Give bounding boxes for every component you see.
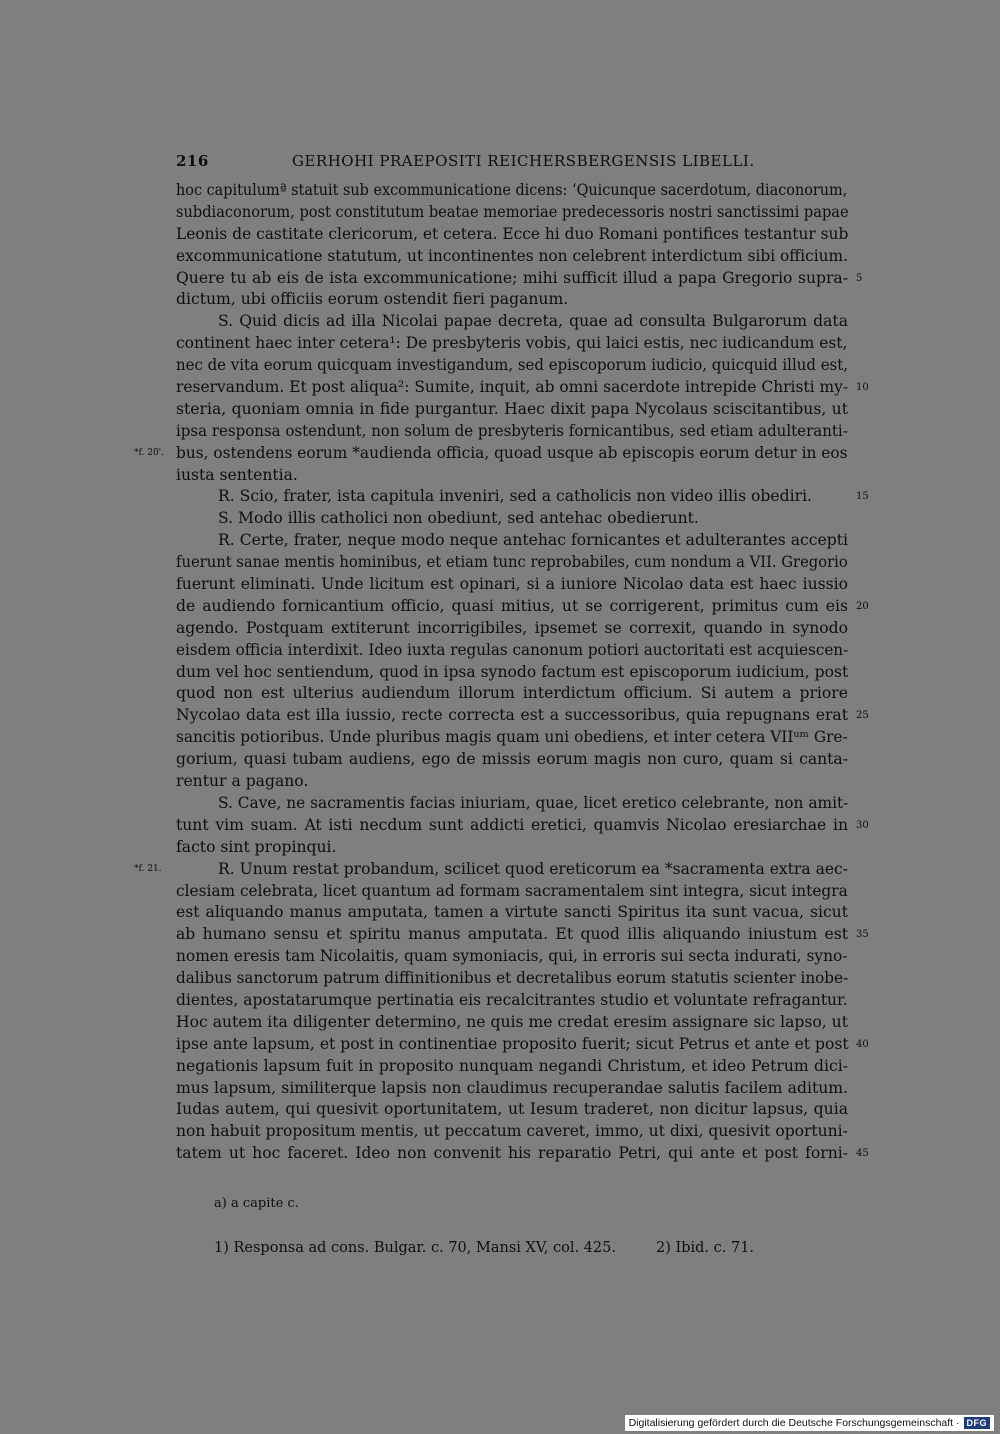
line-text: continent haec inter cetera¹: De presbyteris vobis, qui laici estis, nec iudicandum est, — [176, 334, 848, 353]
line-text: R. Scio, frater, ista capitula inveniri, sed a catholicis non video illis obediri. — [218, 487, 813, 506]
text-line — [176, 1099, 848, 1121]
line-text: ab humano sensu et spiritu manus amputata. Et quod illis aliquando iniustum est — [176, 925, 848, 944]
text-line — [176, 683, 848, 705]
line-text: R. Certe, frater, neque modo neque antehac fornicantes et adulterantes accepti — [218, 531, 848, 550]
digitization-credit — [625, 1415, 994, 1431]
text-line — [176, 399, 848, 421]
text-line — [176, 508, 848, 530]
line-number: 5 — [856, 272, 863, 284]
text-line — [176, 1012, 848, 1034]
line-text: negationis lapsum fuit in proposito nunquam negandi Christum, et ideo Petrum dici- — [176, 1056, 848, 1075]
folio-marker: *f. 21. — [134, 863, 162, 874]
line-text: fuerunt eliminati. Unde licitum est opinari, si a iuniore Nicolao data est haec iussio — [176, 575, 848, 594]
text-line — [176, 727, 848, 749]
text-line — [176, 618, 848, 640]
line-text: quod non est ulterius audiendum illorum interdictum officium. Si autem a priore — [176, 684, 848, 703]
text-line — [176, 355, 848, 377]
line-text: sancitis potioribus. Unde pluribus magis quam uni obediens, et inter cetera VIIᵘᵐ Gre- — [176, 728, 848, 747]
source-footnotes — [214, 1240, 754, 1256]
line-text: dictum, ubi officiis eorum ostendit fieri paganum. — [176, 290, 569, 309]
text-line — [176, 202, 848, 224]
text-line — [176, 924, 869, 946]
line-text: nec de vita eorum quicquam investigandum, sed episcoporum iudicio, quicquid illud est, — [176, 356, 848, 375]
line-text: dum vel hoc sentiendum, quod in ipsa synodo factum est episcoporum iudicium, post — [176, 662, 849, 681]
line-text: de audiendo fornicantium officio, quasi mitius, ut se corrigerent, primitus cum eis — [176, 596, 848, 615]
text-line — [176, 180, 848, 202]
text-line — [176, 640, 848, 662]
line-text: R. Unum restat probandum, scilicet quod ereticorum ea *sacramenta extra aec- — [218, 859, 849, 878]
text-line — [176, 793, 848, 815]
line-text: facto sint propinqui. — [176, 837, 337, 856]
source-footnote-1: 1) Responsa ad cons. Bulgar. c. 70, Mansi XV, col. 425. — [214, 1240, 616, 1256]
line-text: Hoc autem ita diligenter determino, ne quis me credat eresim assignare sic lapso, ut — [176, 1012, 848, 1031]
text-line — [176, 990, 848, 1012]
line-text: non habuit propositum mentis, ut peccatum caveret, immo, ut dixi, quesivit oportuni- — [176, 1122, 848, 1141]
line-number: 45 — [856, 1148, 869, 1160]
line-text: ipsa responsa ostendunt, non solum de presbyteris fornicantibus, sed etiam adulteranti- — [176, 421, 848, 440]
line-text: iusta sententia. — [176, 465, 298, 484]
line-text: est aliquando manus amputata, tamen a virtute sancti Spiritus ita sunt vacua, sicut — [176, 903, 848, 922]
line-text: eisdem officia interdixit. Ideo iuxta regulas canonum potiori auctoritati est acquiescen- — [176, 640, 849, 659]
running-title: GERHOHI PRAEPOSITI REICHERSBERGENSIS LIBELLI. — [292, 152, 755, 170]
credit-text: Digitalisierung gefördert durch die Deutsche Forschungsgemeinschaft · — [628, 1417, 960, 1429]
line-number: 40 — [856, 1038, 869, 1050]
line-text: nomen eresis tam Nicolaitis, quam symoniacis, qui, in erroris sui secta indurati, syno- — [176, 947, 848, 966]
text-line — [134, 443, 848, 465]
text-line — [176, 771, 848, 793]
line-text: S. Modo illis catholici non obediunt, sed antehac obedierunt. — [218, 509, 699, 528]
text-line — [176, 662, 848, 684]
source-footnote-2: 2) Ibid. c. 71. — [655, 1240, 755, 1256]
text-line — [176, 246, 848, 268]
text-line — [176, 1143, 869, 1165]
text-line — [176, 268, 863, 290]
line-text: Nycolao data est illa iussio, recte correcta est a successoribus, quia repugnans erat — [176, 706, 848, 725]
line-text: clesiam celebrata, licet quantum ad formam sacramentalem sint integra, sicut integra — [176, 881, 848, 900]
text-line — [176, 1034, 869, 1056]
line-text: gorium, quasi tubam audiens, ego de missis eorum magis non curo, quam si canta- — [176, 750, 848, 769]
line-text: Leonis de castitate clericorum, et cetera. Ecce hi duo Romani pontifices testantur sub — [176, 224, 849, 243]
line-text: reservandum. Et post aliqua²: Sumite, inquit, ab omni sacerdote intrepide Christi my- — [176, 378, 849, 397]
text-line — [176, 902, 848, 924]
text-line — [176, 289, 848, 311]
line-text: subdiaconorum, post constitutum beatae memoriae predecessoris nostri sanctissimi papae — [176, 202, 849, 221]
line-number: 15 — [856, 491, 869, 503]
text-line — [176, 946, 848, 968]
text-line — [176, 815, 869, 837]
text-line — [176, 837, 848, 859]
folio-marker: *f. 20'. — [134, 447, 165, 458]
text-line — [176, 596, 869, 618]
dfg-logo-icon: DFG — [964, 1417, 991, 1429]
line-text: fuerunt sanae mentis hominibus, et etiam tunc reprobabiles, cum nondum a VII. Gregorio — [176, 553, 848, 572]
text-line — [176, 486, 869, 508]
text-line — [176, 465, 848, 487]
line-text: dalibus sanctorum patrum diffinitionibus et decretalibus eorum statutis scienter inobe- — [176, 969, 849, 988]
text-line — [176, 311, 848, 333]
text-line — [176, 333, 848, 355]
text-line — [176, 1056, 848, 1078]
line-number: 20 — [856, 600, 869, 612]
line-text: dientes, apostatarumque pertinatia eis recalcitrantes studio et voluntate refragantur. — [176, 990, 848, 1009]
text-line — [176, 1121, 848, 1143]
text-line — [176, 552, 848, 574]
line-text: mus lapsum, similiterque lapsis non claudimus recuperandae salutis facilem aditum. — [176, 1078, 848, 1097]
line-text: agendo. Postquam extiterunt incorrigibiles, ipsemet se correxit, quando in synodo — [176, 618, 848, 637]
line-text: ipse ante lapsum, et post in continentiae proposito fuerit; sicut Petrus et ante et post — [176, 1034, 849, 1053]
line-text: Iudas autem, qui quesivit oportunitatem, ut Iesum traderet, non dicitur lapsus, quia — [176, 1100, 848, 1119]
line-text: hoc capitulumª statuit sub excommunicatione dicens: ‘Quicunque sacerdotum, diaconorum, — [176, 181, 848, 199]
line-text: Quere tu ab eis de ista excommunicatione; mihi sufficit illud a papa Gregorio supra- — [176, 268, 848, 287]
line-text: bus, ostendens eorum *audienda officia, quoad usque ab episcopis eorum detur in eos — [176, 443, 848, 462]
text-line — [176, 705, 869, 727]
line-text: S. Cave, ne sacramentis facias iniuriam, quae, licet eretico celebrante, non amit- — [218, 793, 849, 812]
main-text — [134, 180, 869, 1165]
line-text: tatem ut hoc faceret. Ideo non convenit his reparatio Petri, qui ante et post forni- — [176, 1144, 848, 1163]
text-line — [176, 968, 848, 990]
critical-footnote: a) a capite c. — [214, 1196, 299, 1211]
line-number: 25 — [856, 710, 869, 722]
line-number: 10 — [856, 382, 869, 394]
text-line — [176, 749, 848, 771]
text-line — [176, 377, 869, 399]
line-text: rentur a pagano. — [176, 772, 309, 791]
text-line — [176, 881, 848, 903]
page-number: 216 — [176, 152, 209, 170]
text-line — [176, 530, 848, 552]
line-text: excommunicatione statutum, ut incontinentes non celebrent interdictum sibi officium. — [176, 246, 848, 265]
line-number: 35 — [856, 929, 869, 941]
text-line — [176, 1078, 848, 1100]
text-line — [176, 224, 848, 246]
text-line — [176, 574, 848, 596]
text-line — [176, 421, 848, 443]
line-text: steria, quoniam omnia in fide purgantur. Haec dixit papa Nycolaus sciscitantibus, ut — [176, 399, 848, 418]
line-text: S. Quid dicis ad illa Nicolai papae decreta, quae ad consulta Bulgarorum data — [218, 312, 848, 331]
line-text: tunt vim suam. At isti necdum sunt addicti eretici, quamvis Nicolao eresiarchae in — [176, 815, 848, 834]
line-number: 30 — [856, 819, 869, 831]
text-line — [134, 859, 849, 881]
